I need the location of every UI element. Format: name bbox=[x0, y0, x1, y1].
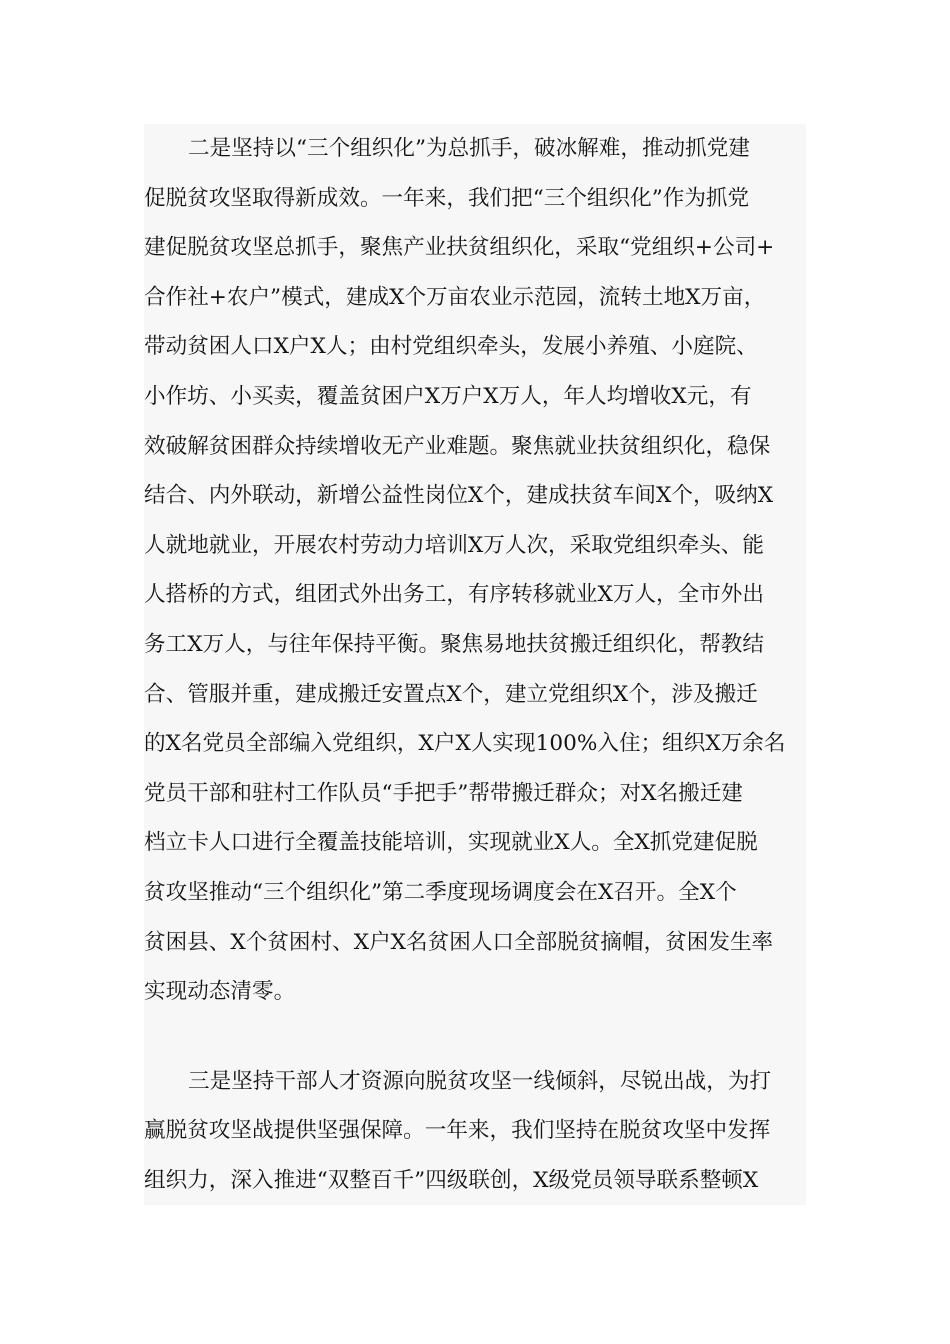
text-line: 三是坚持干部人才资源向脱贫攻坚一线倾斜，尽锐出战，为打 bbox=[188, 1068, 772, 1094]
paragraph-spacer bbox=[144, 1017, 806, 1057]
text-line: 合作社+农户”模式，建成X个万亩农业示范园，流转土地X万亩， bbox=[144, 284, 766, 310]
paragraph-3 bbox=[144, 1057, 806, 1206]
text-line: 党员干部和驻村工作队员“手把手”帮带搬迁群众；对X名搬迁建 bbox=[144, 780, 743, 806]
document-body bbox=[144, 124, 806, 1205]
text-line: 合、管服并重，建成搬迁安置点X个，建立党组织X个，涉及搬迁 bbox=[144, 681, 758, 707]
text-line: 赢脱贫攻坚战提供坚强保障。一年来，我们坚持在脱贫攻坚中发挥 bbox=[144, 1118, 771, 1144]
text-line: 贫攻坚推动“三个组织化”第二季度现场调度会在X召开。全X个 bbox=[144, 879, 737, 905]
text-line: 的X名党员全部编入党组织，X户X人实现100%入住；组织X万余名 bbox=[144, 731, 786, 757]
text-line: 带动贫困人口X户X人；由村党组织牵头，发展小养殖、小庭院、 bbox=[144, 334, 758, 360]
text-line: 二是坚持以“三个组织化”为总抓手，破冰解难，推动抓党建 bbox=[188, 136, 750, 161]
text-line: 结合、内外联动，新增公益性岗位X个，建成扶贫车间X个，吸纳X bbox=[144, 483, 774, 509]
text-line: 效破解贫困群众持续增收无产业难题。聚焦就业扶贫组织化，稳保 bbox=[144, 433, 771, 459]
text-line: 小作坊、小买卖，覆盖贫困户X万户X万人，年人均增收X元，有 bbox=[144, 383, 752, 409]
text-line: 人就地就业，开展农村劳动力培训X万人次，采取党组织牵头、能 bbox=[144, 532, 764, 558]
text-line: 组织力，深入推进“双整百千”四级联创，X级党员领导联系整顿X bbox=[144, 1167, 759, 1193]
text-line: 贫困县、X个贫困村、X户X名贫困人口全部脱贫摘帽，贫困发生率 bbox=[144, 929, 774, 955]
text-line: 实现动态清零。 bbox=[144, 979, 296, 1005]
text-line: 人搭桥的方式，组团式外出务工，有序转移就业X万人，全市外出 bbox=[144, 582, 764, 608]
text-line: 档立卡人口进行全覆盖技能培训，实现就业X人。全X抓党建促脱 bbox=[144, 830, 758, 856]
paragraph-2 bbox=[144, 124, 806, 1017]
text-line: 建促脱贫攻坚总抓手，聚焦产业扶贫组织化，采取“党组织+公司+ bbox=[144, 235, 775, 261]
text-line: 促脱贫攻坚取得新成效。一年来，我们把“三个组织化”作为抓党 bbox=[144, 185, 750, 211]
text-line: 务工X万人，与往年保持平衡。聚焦易地扶贫搬迁组织化，帮教结 bbox=[144, 631, 764, 657]
